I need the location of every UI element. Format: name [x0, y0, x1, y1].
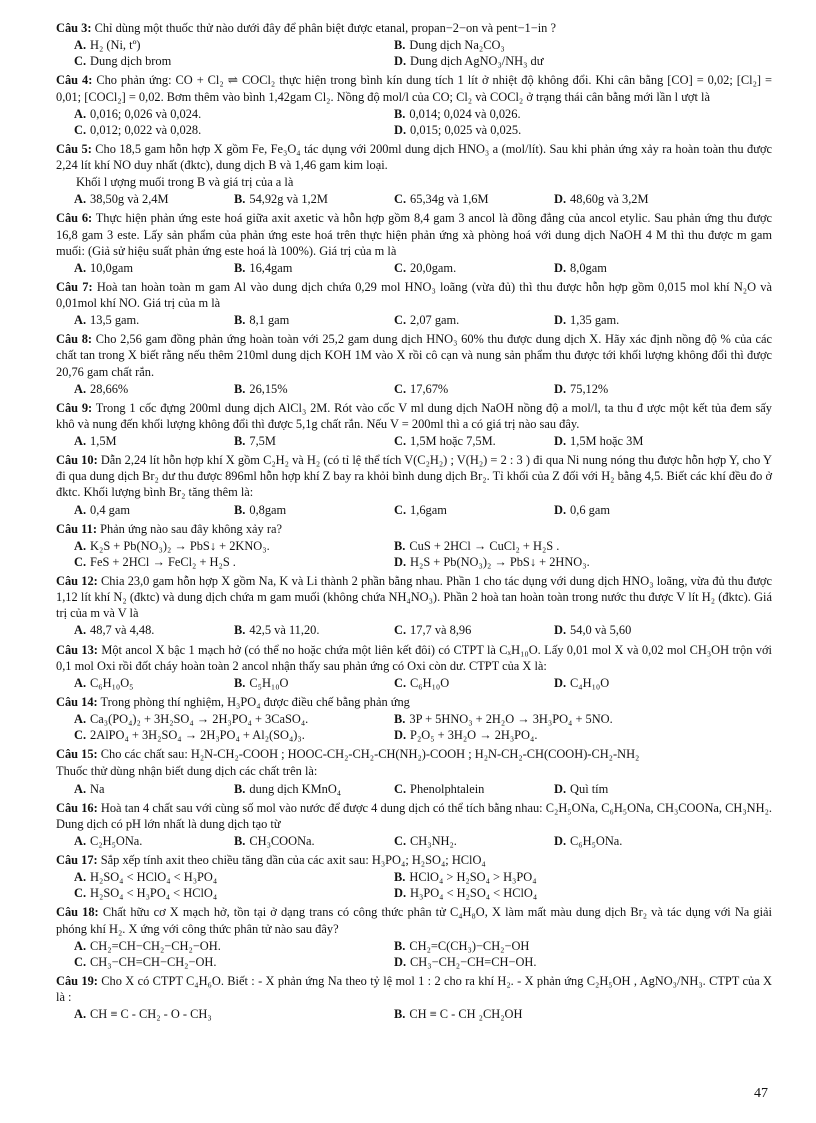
question-stem — [56, 746, 772, 762]
option-text: 2AlPO₄ + 3H₂SO₄ → 2H₃PO₄ + Al₂(SO₄)₃. — [90, 728, 305, 743]
question-block — [56, 20, 772, 69]
answer-options — [56, 381, 772, 397]
option-text: CH₃COONa. — [249, 833, 315, 848]
question-block — [56, 72, 772, 138]
option-text: Dung dịch Na₂CO₃ — [409, 38, 505, 53]
question-number: Câu 14: — [56, 694, 98, 709]
answer-options — [56, 1006, 772, 1022]
question-block — [56, 694, 772, 743]
answer-option — [234, 833, 394, 849]
option-text: 54,0 và 5,60 — [570, 623, 632, 638]
question-text: Dẫn 2,24 lít hỗn hợp khí X gồm C₂H₂ và H₂ (có tỉ lệ thể tích V(C₂H₂) ; V(H₂) = 2 : 3 ) đi qua Ni nung nóng thu được hỗn hợp Y, cho Y đi qua dung dịch Br₂ dư thu được 896ml hỗn hợp khí Z bay ra khỏi bình dung dịch Br₂. Tỉ khối của Z đối với H₂ bằng 4,5. Biết các khí đều đo ở đktc. Khối lượng bình Br₂ tăng thêm là: — [56, 453, 772, 500]
question-number: Câu 11: — [56, 521, 97, 536]
answer-option — [394, 122, 714, 138]
option-letter: D. — [554, 833, 567, 848]
option-text: 16,4gam — [249, 260, 293, 275]
option-letter: C. — [394, 381, 407, 396]
option-letter: C. — [394, 502, 407, 517]
option-text: CuS + 2HCl → CuCl₂ + H₂S . — [409, 538, 560, 553]
option-text: CH₂=CH−CH₂−CH₂−OH. — [90, 938, 221, 953]
option-letter: D. — [554, 313, 567, 328]
question-text: Chỉ dùng một thuốc thử nào dưới đây để phân biệt được etanal, propan−2−on và pent−1−in ? — [94, 21, 556, 35]
option-letter: C. — [394, 192, 407, 207]
option-letter: A. — [74, 538, 87, 553]
question-stem — [56, 452, 772, 500]
option-letter: D. — [394, 728, 407, 743]
question-stem — [56, 642, 772, 674]
answer-option — [234, 433, 394, 449]
answer-options — [56, 833, 772, 849]
question-block — [56, 279, 772, 328]
option-letter: B. — [394, 106, 406, 121]
option-text: 0,4 gam — [90, 502, 130, 517]
option-letter: A. — [74, 313, 87, 328]
option-text: 20,0gam. — [410, 260, 457, 275]
option-letter: C. — [74, 886, 87, 901]
answer-option — [234, 502, 394, 518]
question-stem — [56, 973, 772, 1005]
answer-options — [56, 502, 772, 518]
option-text: 0,015; 0,025 và 0,025. — [410, 122, 522, 137]
option-text: Dung dịch brom — [90, 54, 172, 69]
question-number: Câu 6: — [56, 211, 93, 226]
answer-options — [56, 675, 772, 691]
question-number: Câu 7: — [56, 279, 93, 294]
answer-option — [74, 312, 234, 328]
answer-option — [394, 53, 714, 69]
question-text: Cho các chất sau: H₂N-CH₂-COOH ; HOOC-CH₂-CH₂-CH(NH₂)-COOH ; H₂N-CH₂-CH(COOH)-CH₂-NH₂ — [100, 747, 640, 762]
option-letter: A. — [74, 192, 87, 207]
option-letter: D. — [554, 381, 567, 396]
option-letter: C. — [394, 675, 407, 690]
option-letter: C. — [74, 554, 87, 569]
option-text: Ca₃(PO₄)₂ + 3H₂SO₄ → 2H₃PO₄ + 3CaSO₄. — [90, 712, 309, 726]
option-text: Phenolphtalein — [410, 781, 485, 796]
option-text: H₂SO₄ < HClO₄ < H₃PO₄ — [90, 870, 218, 885]
option-text: P₂O₅ + 3H₂O → 2H₃PO₄. — [410, 728, 538, 743]
option-text: H₂S + Pb(NO₃)₂ → PbS↓ + 2HNO₃. — [410, 554, 590, 569]
option-letter: D. — [394, 122, 407, 137]
option-letter: A. — [74, 781, 87, 796]
option-text: FeS + 2HCl → FeCl₂ + H₂S . — [90, 554, 236, 569]
question-text: Trong phòng thí nghiệm, H₃PO₄ được điều chế bằng phản ứng — [100, 694, 410, 709]
question-number: Câu 9: — [56, 400, 93, 415]
answer-option — [74, 885, 394, 901]
answer-option — [234, 260, 394, 276]
question-number: Câu 3: — [56, 21, 92, 35]
answer-option — [74, 727, 394, 743]
answer-option — [554, 381, 714, 397]
question-number: Câu 16: — [56, 800, 98, 815]
question-block — [56, 452, 772, 518]
option-letter: B. — [234, 434, 246, 448]
answer-options — [56, 433, 772, 449]
option-letter: B. — [234, 623, 246, 638]
option-text: 0,016; 0,026 và 0,024. — [90, 106, 202, 121]
question-stem — [56, 279, 772, 311]
question-number: Câu 4: — [56, 73, 93, 88]
answer-option — [394, 675, 554, 691]
question-stem — [56, 20, 772, 36]
question-number: Câu 13: — [56, 642, 98, 657]
question-block — [56, 973, 772, 1022]
option-letter: A. — [74, 502, 87, 517]
answer-option — [74, 622, 234, 638]
option-letter: D. — [554, 675, 567, 690]
option-letter: D. — [554, 781, 567, 796]
option-text: CH ≡ C - CH ₂CH₂OH — [409, 1007, 523, 1022]
option-letter: C. — [74, 728, 87, 743]
option-text: H₂SO₄ < H₃PO₄ < HClO₄ — [90, 886, 218, 901]
question-stem — [56, 521, 772, 537]
question-text: Cho 18,5 gam hỗn hợp X gồm Fe, Fe₃O₄ tác dụng với 200ml dung dịch HNO₃ a (mol/lít). Sau khi phản ứng xảy ra hoàn toàn thu được 2,24 lít khí NO duy nhất (đktc), dung dịch B và 1,46 gam kim loại. — [56, 141, 772, 172]
question-block — [56, 800, 772, 849]
option-letter: C. — [394, 260, 407, 275]
answer-options — [56, 312, 772, 328]
option-text: 1,6gam — [410, 502, 447, 517]
answer-option — [74, 122, 394, 138]
answer-options — [56, 106, 772, 138]
option-letter: C. — [74, 954, 87, 969]
answer-option — [554, 433, 714, 449]
question-stem — [56, 904, 772, 936]
answer-option — [74, 954, 394, 970]
option-text: Dung dịch AgNO₃/NH₃ dư — [410, 54, 544, 69]
question-block — [56, 331, 772, 397]
answer-option — [234, 312, 394, 328]
option-letter: A. — [74, 1007, 87, 1022]
option-letter: C. — [74, 54, 87, 69]
answer-option — [554, 191, 714, 207]
answer-option — [394, 433, 554, 449]
answer-option — [554, 675, 714, 691]
answer-option — [234, 675, 394, 691]
answer-option — [74, 781, 234, 797]
option-letter: D. — [394, 554, 407, 569]
answer-option — [74, 938, 394, 954]
option-text: 17,67% — [410, 381, 449, 396]
option-text: CH₃NH₂. — [410, 833, 457, 848]
answer-option — [394, 37, 714, 53]
option-letter: B. — [234, 502, 246, 517]
option-letter: D. — [554, 623, 567, 638]
option-text: CH₃−CH=CH−CH₂−OH. — [90, 954, 217, 969]
answer-option — [394, 106, 714, 122]
question-number: Câu 17: — [56, 853, 98, 867]
answer-option — [74, 37, 394, 53]
option-letter: C. — [394, 781, 407, 796]
option-text: Quì tím — [570, 781, 609, 796]
answer-option — [394, 622, 554, 638]
option-letter: B. — [394, 938, 406, 953]
option-letter: B. — [234, 313, 246, 328]
question-stem — [56, 72, 772, 104]
answer-option — [554, 622, 714, 638]
question-block — [56, 210, 772, 276]
option-text: 7,5M — [249, 434, 276, 448]
question-block — [56, 400, 772, 449]
option-text: 38,50g và 2,4M — [90, 192, 169, 207]
question-text: Phản ứng nào sau đây không xảy ra? — [100, 521, 282, 536]
option-letter: A. — [74, 381, 87, 396]
option-letter: B. — [394, 870, 406, 885]
question-stem — [56, 400, 772, 432]
question-block — [56, 904, 772, 970]
option-text: 1,35 gam. — [570, 313, 620, 328]
option-text: 13,5 gam. — [90, 313, 140, 328]
answer-option — [394, 502, 554, 518]
answer-option — [74, 711, 394, 727]
option-text: 0,012; 0,022 và 0,028. — [90, 122, 202, 137]
option-text: 2,07 gam. — [410, 313, 460, 328]
answer-option — [394, 711, 714, 727]
question-stem — [56, 331, 772, 379]
answer-options — [56, 711, 772, 743]
question-number: Câu 12: — [56, 574, 98, 588]
answer-option — [394, 781, 554, 797]
question-text: Hoà tan hoàn toàn m gam Al vào dung dịch chứa 0,29 mol HNO₃ loãng (vừa đủ) thì thu được hỗn hợp gồm 0,015 mol khí N₂O và 0,01mol khí NO. Giá trị của m là — [56, 279, 772, 310]
answer-option — [554, 781, 714, 797]
option-letter: C. — [394, 623, 407, 638]
question-stem — [56, 800, 772, 832]
question-number: Câu 5: — [56, 141, 92, 156]
option-letter: B. — [234, 781, 246, 796]
option-text: 75,12% — [570, 381, 609, 396]
option-text: C₅H₁₀O — [249, 675, 289, 690]
option-text: 42,5 và 11,20. — [249, 623, 320, 638]
answer-options — [56, 938, 772, 970]
question-stem — [56, 141, 772, 173]
answer-option — [74, 869, 394, 885]
answer-option — [554, 312, 714, 328]
option-text: 8,1 gam — [249, 313, 290, 328]
answer-option — [74, 554, 394, 570]
answer-option — [554, 502, 714, 518]
option-letter: D. — [394, 886, 407, 901]
answer-options — [56, 191, 772, 207]
option-text: 54,92g và 1,2M — [249, 192, 328, 207]
answer-option — [394, 381, 554, 397]
answer-options — [56, 869, 772, 901]
answer-options — [56, 622, 772, 638]
question-text: Chất hữu cơ X mạch hở, tồn tại ở dạng trans có công thức phân tử C₄H₈O, X làm mất màu dung dịch Br₂ và tác dụng với Na giải phóng khí H₂. X ứng với công thức phân tử nào sau đây? — [56, 905, 772, 936]
option-text: Na — [90, 781, 105, 796]
question-stem — [56, 694, 772, 710]
answer-option — [74, 502, 234, 518]
option-letter: A. — [74, 870, 87, 885]
option-letter: B. — [394, 712, 406, 726]
question-text: Hoà tan 4 chất sau với cùng số mol vào nước để được 4 dung dịch có thể tích bằng nhau: C₂H₅ONa, C₆H₅ONa, CH₃COONa, CH₃NH₂. Dung dịch có pH lớn nhất là dung dịch tạo từ — [56, 800, 772, 831]
option-letter: B. — [394, 38, 406, 53]
option-letter: D. — [554, 502, 567, 517]
question-stem — [56, 573, 772, 621]
answer-option — [74, 53, 394, 69]
question-number: Câu 15: — [56, 747, 98, 762]
question-block — [56, 852, 772, 901]
question-stem — [56, 852, 772, 868]
answer-option — [394, 312, 554, 328]
option-text: C₂H₅ONa. — [90, 833, 143, 848]
question-text: Sắp xếp tính axit theo chiều tăng dần của các axit sau: H₃PO₄; H₂SO₄; HClO₄ — [100, 853, 486, 867]
answer-option — [234, 191, 394, 207]
option-letter: A. — [74, 106, 87, 121]
option-letter: B. — [234, 260, 246, 275]
answer-option — [74, 538, 394, 554]
answer-option — [234, 381, 394, 397]
option-letter: A. — [74, 623, 87, 638]
option-text: 28,66% — [90, 381, 129, 396]
answer-option — [394, 885, 714, 901]
option-text: 65,34g và 1,6M — [410, 192, 489, 207]
answer-option — [394, 260, 554, 276]
option-letter: B. — [234, 381, 246, 396]
question-text: Trong 1 cốc đựng 200ml dung dịch AlCl₃ 2M. Rót vào cốc V ml dung dịch NaOH nồng độ a mol/l, ta thu đ ược một kết tủa đem sấy khô và nung đến khối lượng không đổi thì được 5,1g chất rắn. Nếu V = 200ml thì a có giá trị nào sau đây. — [56, 400, 773, 431]
question-block — [56, 521, 772, 570]
option-text: 48,7 và 4,48. — [90, 623, 155, 638]
option-text: K₂S + Pb(NO₃)₂ → PbS↓ + 2KNO₃. — [90, 538, 270, 553]
option-letter: B. — [234, 675, 246, 690]
question-text: Thực hiện phản ứng este hoá giữa axit axetic và hỗn hợp gồm 8,4 gam 3 ancol là đồng đẳng của ancol etylic. Sau phản ứng thu được 16,8 gam 3 este. Lấy sản phẩm của phản ứng este hoá trên thực hiện phản ứng xà phòng hoá với dung dịch NaOH 4 M thì thu được m gam muối: (Giả sử hiệu suất phản ứng este hoá là 100%). Giá trị của m là — [56, 211, 772, 258]
option-text: 0,014; 0,024 và 0,026. — [409, 106, 521, 121]
option-letter: C. — [74, 122, 87, 137]
option-text: 1,5M — [90, 434, 117, 448]
answer-option — [74, 191, 234, 207]
question-block — [56, 573, 772, 639]
answer-option — [394, 727, 714, 743]
option-letter: A. — [74, 938, 87, 953]
question-block — [56, 141, 772, 208]
option-text: C₆H₁₀O — [410, 675, 450, 690]
answer-option — [554, 260, 714, 276]
option-letter: A. — [74, 675, 87, 690]
answer-options — [56, 260, 772, 276]
answer-option — [234, 781, 394, 797]
answer-option — [74, 675, 234, 691]
question-subprompt: Khối l ượng muối trong B và giá trị của a là — [76, 175, 294, 190]
option-text: 8,0gam — [570, 260, 607, 275]
option-letter: B. — [394, 538, 406, 553]
question-text: Cho 2,56 gam đồng phản ứng hoàn toàn với 25,2 gam dung dịch HNO₃ 60% thu được dung dịch X. Hãy xác định nồng độ % của các chất tan trong X biết rằng nếu thêm 210ml dung dịch KOH 1M vào X rồi cô cạn và nung sản phẩm thu được tới khối lượng không đổi thì được 20,76 gam chất rắn. — [56, 332, 772, 379]
option-letter: D. — [554, 434, 567, 448]
option-letter: B. — [394, 1007, 406, 1022]
answer-option — [234, 622, 394, 638]
option-letter: A. — [74, 833, 87, 848]
option-letter: A. — [74, 38, 87, 53]
option-text: 48,60g và 3,2M — [570, 192, 649, 207]
option-text: 17,7 và 8,96 — [410, 623, 472, 638]
question-text: Một ancol X bậc 1 mạch hở (có thể no hoặc chứa một liên kết đôi) có CTPT là CₓH₁₀O. Lấy 0,01 mol X và 0,02 mol CH₃OH trộn với 0,1 mol Oxi rồi đốt cháy hoàn toàn 2 ancol nhận thấy sau phản ứng có Oxi còn dư. CTPT của X là: — [56, 642, 772, 673]
answer-options — [56, 781, 772, 797]
answer-option — [394, 191, 554, 207]
question-block — [56, 746, 772, 796]
option-letter: B. — [234, 833, 246, 848]
question-block — [56, 642, 772, 691]
question-stem — [56, 210, 772, 258]
option-letter: A. — [74, 712, 87, 726]
option-text: 3P + 5HNO₃ + 2H₂O → 3H₃PO₄ + 5NO. — [409, 712, 613, 726]
answer-option — [74, 106, 394, 122]
option-text: 26,15% — [249, 381, 288, 396]
answer-option — [394, 1006, 714, 1022]
option-letter: D. — [554, 260, 567, 275]
answer-option — [74, 260, 234, 276]
option-text: H₂ (Ni, tº) — [90, 38, 141, 53]
answer-option — [394, 554, 714, 570]
answer-options — [56, 37, 772, 69]
answer-option — [74, 833, 234, 849]
answer-option — [74, 1006, 394, 1022]
option-letter: A. — [74, 260, 87, 275]
option-text: dung dịch KMnO₄ — [249, 781, 342, 796]
page-number: 47 — [754, 1085, 768, 1101]
answer-option — [394, 833, 554, 849]
answer-option — [554, 833, 714, 849]
option-letter: D. — [394, 54, 407, 69]
question-subprompt: Thuốc thử dùng nhận biết dung dịch các chất trên là: — [56, 764, 318, 779]
option-text: H₃PO₄ < H₂SO₄ < HClO₄ — [410, 886, 538, 901]
option-text: 0,8gam — [249, 502, 287, 517]
question-text: Chia 23,0 gam hỗn hợp X gồm Na, K và Li thành 2 phần bằng nhau. Phần 1 cho tác dụng với dung dịch HNO₃ loãng, vừa đủ thu được 1,12 lít khí N₂ (đktc) và dung dịch chứa m gam muối (không chứa NH₄NO₃). Phần 2 hoà tan hoàn toàn trong nước thu được V lít H₂ (đktc). Giá trị của m và V là — [56, 574, 772, 621]
option-text: CH₂=C(CH₃)−CH₂−OH — [409, 938, 530, 953]
question-text: Cho X có CTPT C₄H₆O. Biết : - X phản ứng Na theo tỷ lệ mol 1 : 2 cho ra khí H₂. - X phản ứng C₂H₅OH , AgNO₃/NH₃. CTPT của X là : — [56, 973, 772, 1004]
answer-option — [394, 869, 714, 885]
option-text: 0,6 gam — [570, 502, 610, 517]
option-letter: D. — [394, 954, 407, 969]
answer-option — [74, 381, 234, 397]
answer-options — [56, 538, 772, 570]
question-number: Câu 19: — [56, 973, 98, 988]
question-number: Câu 8: — [56, 332, 93, 347]
option-letter: C. — [394, 313, 407, 328]
question-text: Cho phản ứng: CO + Cl₂ ⇌ COCl₂ thực hiện trong bình kín dung tích 1 lít ở nhiệt độ không đổi. Khi cân bằng [CO] = 0,02; [Cl₂] = 0,01; [COCl₂] = 0,02. Bơm thêm vào bình 1,42gam Cl₂. Nồng độ mol/l của CO; Cl₂ và COCl₂ ở trạng thái cân bằng mới lần l ượt là — [56, 73, 772, 104]
option-text: C₆H₁₀O₅ — [90, 675, 134, 690]
option-text: 10,0gam — [90, 260, 134, 275]
option-letter: D. — [554, 192, 567, 207]
option-letter: C. — [394, 833, 407, 848]
question-list — [56, 20, 772, 1025]
option-letter: B. — [234, 192, 246, 207]
option-text: CH₃−CH₂−CH=CH−OH. — [410, 954, 537, 969]
option-letter: A. — [74, 434, 87, 448]
option-text: C₆H₅ONa. — [570, 833, 623, 848]
option-text: 1,5M hoặc 3M — [570, 434, 644, 448]
option-text: HClO₄ > H₂SO₄ > H₃PO₄ — [409, 870, 537, 885]
option-text: 1,5M hoặc 7,5M. — [410, 434, 496, 448]
option-text: CH ≡ C - CH₂ - O - CH₃ — [90, 1007, 212, 1022]
option-text: C₄H₁₀O — [570, 675, 610, 690]
answer-option — [394, 954, 714, 970]
answer-option — [74, 433, 234, 449]
option-letter: C. — [394, 434, 407, 448]
question-number: Câu 18: — [56, 905, 99, 920]
question-number: Câu 10: — [56, 453, 98, 468]
answer-option — [394, 938, 714, 954]
answer-option — [394, 538, 714, 554]
